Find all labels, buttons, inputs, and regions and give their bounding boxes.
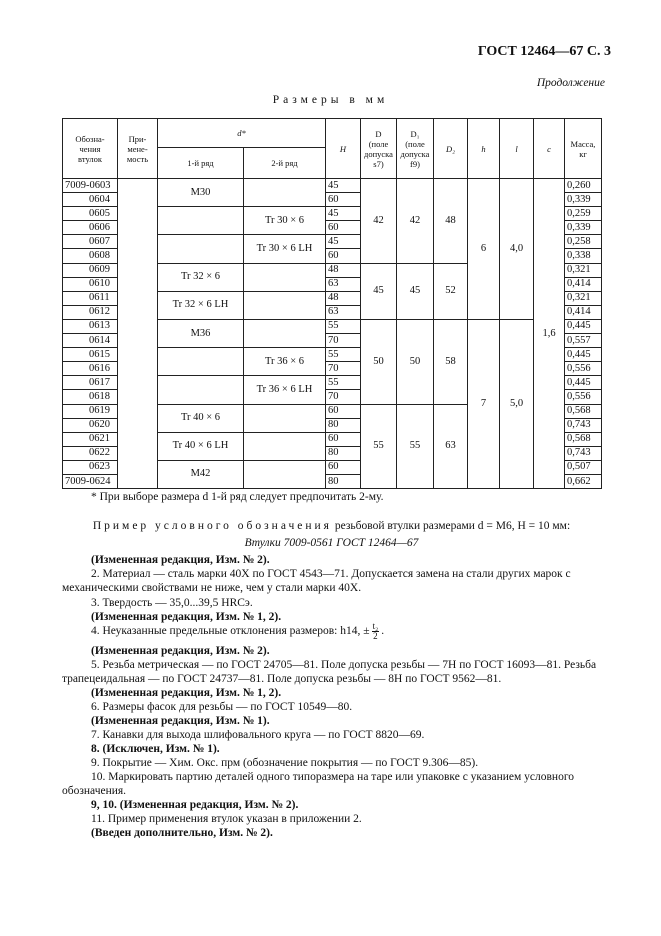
d-row2-cell: Tr 36 × 6	[244, 348, 326, 376]
d-row2-empty	[244, 179, 326, 207]
d-row2-empty	[244, 263, 326, 291]
H-cell: 60	[326, 404, 361, 418]
D-cell: 42	[361, 179, 397, 264]
example-line	[62, 519, 601, 533]
mass-cell: 0,743	[565, 446, 602, 460]
D1-cell: 45	[397, 263, 434, 319]
header-c: c	[534, 119, 565, 179]
H-cell: 60	[326, 460, 361, 474]
designation-cell: 0618	[63, 390, 118, 404]
mass-cell: 0,321	[565, 263, 602, 277]
mass-cell: 0,743	[565, 418, 602, 432]
designation-cell: 0604	[63, 193, 118, 207]
amendment-note: (Измененная редакция, Изм. № 1, 2).	[91, 611, 282, 623]
fraction-denominator: 2	[373, 630, 378, 641]
designation-cell: 0620	[63, 418, 118, 432]
d-row2-empty	[244, 319, 326, 347]
item-6: 6. Размеры фасок для резьбы — по ГОСТ 10549—80.	[91, 701, 353, 713]
header-h: h	[468, 119, 500, 179]
l-cell: 4,0	[500, 179, 534, 320]
d-row2-empty	[244, 432, 326, 460]
header-D: D (поле допуска s7)	[361, 119, 397, 179]
header-designation: Обозна- чения втулок	[63, 119, 118, 179]
d-row2-cell: Tr 30 × 6 LH	[244, 235, 326, 263]
example-label: Пример условного обозначения	[92, 520, 332, 532]
header-row2: 2-й ряд	[244, 148, 326, 179]
mass-cell: 0,556	[565, 362, 602, 376]
H-cell: 60	[326, 221, 361, 235]
d-row1-cell: Tr 32 × 6 LH	[158, 291, 244, 319]
item-11: 11. Пример применения втулок указан в приложении 2.	[91, 813, 362, 825]
l-cell: 5,0	[500, 319, 534, 488]
mass-cell: 0,507	[565, 460, 602, 474]
item-4: 4. Неуказанные предельные отклонения размеров: h14, ± $\frac{\text{t₂}}{2}$ .	[91, 620, 385, 641]
mass-cell: 0,260	[565, 179, 602, 193]
mass-cell: 0,568	[565, 404, 602, 418]
mass-cell: 0,662	[565, 474, 602, 488]
d-row1-cell: M42	[158, 460, 244, 488]
D1-cell: 42	[397, 179, 434, 264]
mass-cell: 0,445	[565, 348, 602, 362]
D2-cell: 63	[434, 404, 468, 489]
designation-cell: 0605	[63, 207, 118, 221]
header-D2: D₂	[434, 119, 468, 179]
header-d: d*	[158, 119, 326, 148]
application-cell	[118, 179, 158, 489]
designation-cell: 0619	[63, 404, 118, 418]
D-cell: 50	[361, 319, 397, 404]
continuation-label: Продолжение	[536, 77, 605, 89]
H-cell: 70	[326, 390, 361, 404]
D-cell: 45	[361, 263, 397, 319]
mass-cell: 0,445	[565, 376, 602, 390]
header-mass: Масса, кг	[565, 119, 602, 179]
designation-cell: 0616	[63, 362, 118, 376]
mass-cell: 0,568	[565, 432, 602, 446]
header-application: При- мене- мость	[118, 119, 158, 179]
d-row1-cell: Tr 32 × 6	[158, 263, 244, 291]
designation-cell: 0609	[63, 263, 118, 277]
h-cell: 7	[468, 319, 500, 488]
item-2: 2. Материал — сталь марки 40Х по ГОСТ 4543—71. Допускается замена на стали других марок с механическими свойствами не ниже, чем у стали марки 40Х.	[62, 568, 571, 594]
H-cell: 48	[326, 263, 361, 277]
mass-cell: 0,557	[565, 334, 602, 348]
mass-cell: 0,338	[565, 249, 602, 263]
designation-cell: 0613	[63, 319, 118, 333]
designation-cell: 0617	[63, 376, 118, 390]
mass-cell: 0,556	[565, 390, 602, 404]
fraction-numerator: t₂	[372, 620, 379, 631]
mass-cell: 0,414	[565, 277, 602, 291]
d-row1-empty	[158, 348, 244, 376]
d-row2-empty	[244, 404, 326, 432]
H-cell: 45	[326, 235, 361, 249]
h-cell: 6	[468, 179, 500, 320]
item-7: 7. Канавки для выхода шлифовального круга — по ГОСТ 8820—69.	[91, 729, 425, 741]
designation-cell: 0610	[63, 277, 118, 291]
D-cell: 55	[361, 404, 397, 489]
designation-cell: 0622	[63, 446, 118, 460]
H-cell: 80	[326, 418, 361, 432]
mass-cell: 0,414	[565, 305, 602, 319]
designation-cell: 0623	[63, 460, 118, 474]
d-row1-cell: Tr 40 × 6	[158, 404, 244, 432]
H-cell: 60	[326, 249, 361, 263]
designation-cell: 0612	[63, 305, 118, 319]
designation-cell: 0611	[63, 291, 118, 305]
d-row1-cell: Tr 40 × 6 LH	[158, 432, 244, 460]
d-row2-cell: Tr 30 × 6	[244, 207, 326, 235]
example-designation: Втулки 7009-0561 ГОСТ 12464—67	[244, 537, 419, 549]
designation-cell: 0621	[63, 432, 118, 446]
H-cell: 48	[326, 291, 361, 305]
d-row1-empty	[158, 235, 244, 263]
designation-cell: 7009-0624	[63, 474, 118, 488]
dimensions-table	[62, 118, 602, 489]
D1-cell: 50	[397, 319, 434, 404]
H-cell: 80	[326, 446, 361, 460]
H-cell: 55	[326, 376, 361, 390]
item-4-text: 4. Неуказанные предельные отклонения размеров: h14, ±	[91, 625, 370, 637]
mass-cell: 0,259	[565, 207, 602, 221]
mass-cell: 0,339	[565, 221, 602, 235]
item-5: 5. Резьба метрическая — по ГОСТ 24705—81. Поле допуска резьбы — 7H по ГОСТ 16093—81. Резьба трапецеидальная — по ГОСТ 24737—81. Поле допуска резьбы — 8H по ГОСТ 9562—81.	[62, 659, 597, 685]
header-H: H	[326, 119, 361, 179]
H-cell: 63	[326, 305, 361, 319]
d-row1-cell: M30	[158, 179, 244, 207]
d-row1-empty	[158, 207, 244, 235]
item-9: 9. Покрытие — Хим. Окс. прм (обозначение покрытия — по ГОСТ 9.306—85).	[91, 757, 479, 769]
footnote: * При выборе размера d 1-й ряд следует предпочитать 2-му.	[91, 491, 384, 503]
fraction	[372, 622, 380, 641]
amendment-note: 9, 10. (Измененная редакция, Изм. № 2).	[91, 799, 299, 811]
d-row2-empty	[244, 291, 326, 319]
H-cell: 70	[326, 362, 361, 376]
amendment-note: (Измененная редакция, Изм. № 1).	[91, 715, 270, 727]
c-cell: 1,6	[534, 179, 565, 489]
header-l: l	[500, 119, 534, 179]
amendment-note: (Измененная редакция, Изм. № 2).	[91, 554, 270, 566]
designation-cell: 7009-0603	[63, 179, 118, 193]
amendment-note: (Измененная редакция, Изм. № 2).	[91, 645, 270, 657]
designation-cell: 0607	[63, 235, 118, 249]
D2-cell: 52	[434, 263, 468, 319]
amendment-note: (Измененная редакция, Изм. № 1, 2).	[91, 687, 282, 699]
H-cell: 70	[326, 334, 361, 348]
H-cell: 60	[326, 432, 361, 446]
page-header: ГОСТ 12464—67 С. 3	[477, 44, 611, 59]
D2-cell: 58	[434, 319, 468, 404]
D2-cell: 48	[434, 179, 468, 264]
header-D1: D₁ (поле допуска f9)	[397, 119, 434, 179]
H-cell: 55	[326, 319, 361, 333]
example-text: резьбовой втулки размерами d = M6, H = 10 мм:	[334, 520, 571, 532]
d-row1-empty	[158, 376, 244, 404]
mass-cell: 0,321	[565, 291, 602, 305]
item-3: 3. Твердость — 35,0...39,5 HRCэ.	[91, 597, 253, 609]
mass-cell: 0,339	[565, 193, 602, 207]
H-cell: 45	[326, 179, 361, 193]
item-8: 8. (Исключен, Изм. № 1).	[91, 743, 220, 755]
H-cell: 80	[326, 474, 361, 488]
designation-cell: 0606	[63, 221, 118, 235]
d-row1-cell: M36	[158, 319, 244, 347]
table-caption: Размеры в мм	[272, 94, 389, 106]
mass-cell: 0,445	[565, 319, 602, 333]
H-cell: 55	[326, 348, 361, 362]
mass-cell: 0,258	[565, 235, 602, 249]
amendment-note: (Введен дополнительно, Изм. № 2).	[91, 827, 273, 839]
H-cell: 60	[326, 193, 361, 207]
H-cell: 45	[326, 207, 361, 221]
designation-cell: 0615	[63, 348, 118, 362]
header-row1: 1-й ряд	[158, 148, 244, 179]
item-10: 10. Маркировать партию деталей одного типоразмера на таре или упаковке с указанием условного обозначения.	[62, 771, 575, 797]
designation-cell: 0608	[63, 249, 118, 263]
H-cell: 63	[326, 277, 361, 291]
d-row2-cell: Tr 36 × 6 LH	[244, 376, 326, 404]
d-row2-empty	[244, 460, 326, 488]
designation-cell: 0614	[63, 334, 118, 348]
D1-cell: 55	[397, 404, 434, 489]
